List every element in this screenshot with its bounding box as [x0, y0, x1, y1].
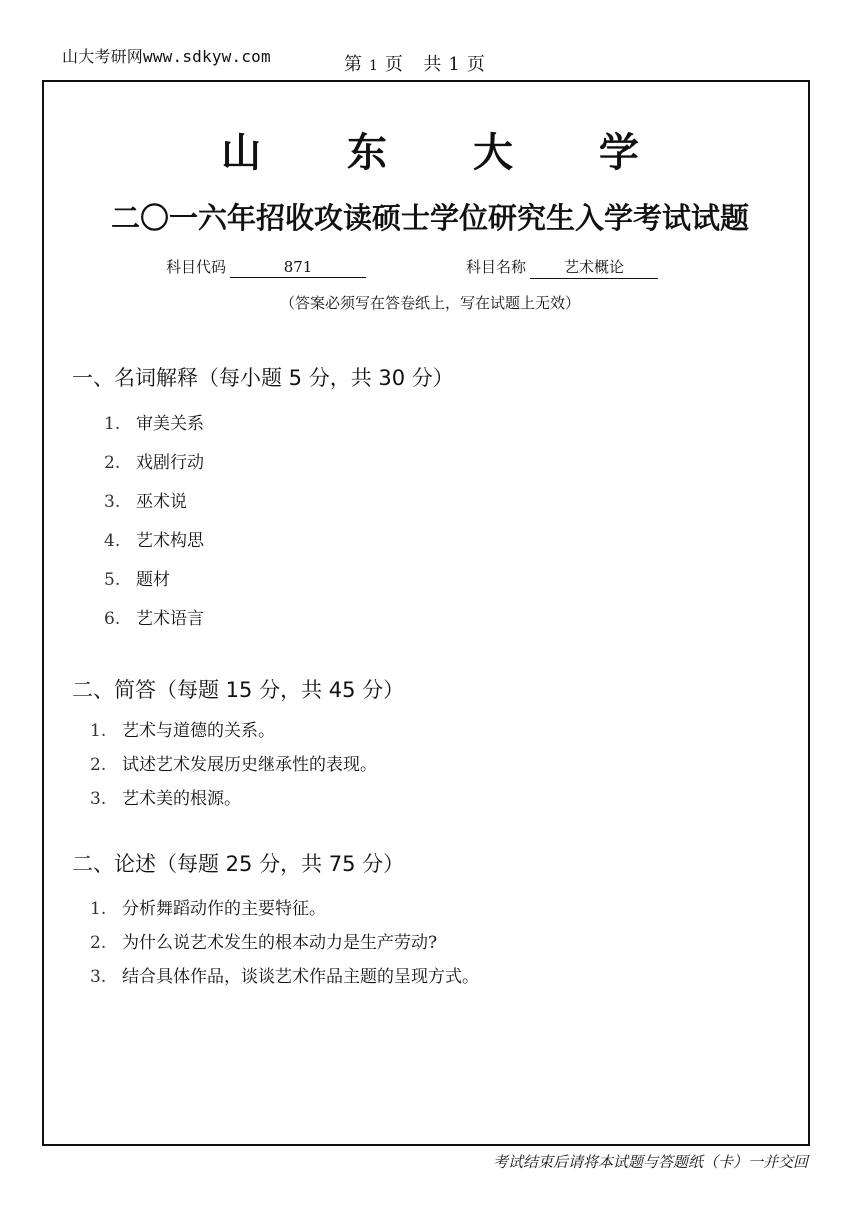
exam-title: 二〇一六年招收攻读硕士学位研究生入学考试试题	[110, 201, 749, 235]
list-item: 3. 巫术说	[104, 492, 187, 512]
list-item: 5. 题材	[104, 570, 170, 590]
university-title: 山 东 大 学	[221, 129, 675, 176]
subject-name-label: 科目名称	[466, 258, 527, 276]
section-heading-short-answer: 二、简答（每题 15 分，共 45 分）	[72, 678, 405, 702]
footer-instruction: 考试结束后请将本试题与答题纸（卡）一并交回	[492, 1153, 808, 1171]
subject-name-row	[466, 256, 658, 279]
list-item: 2. 戏剧行动	[104, 453, 204, 473]
page-unit: 页	[384, 54, 404, 75]
list-item: 2. 试述艺术发展历史继承性的表现。	[90, 755, 377, 775]
list-item: 6. 艺术语言	[104, 609, 204, 629]
answer-note: （答案必须写在答卷纸上，写在试题上无效）	[279, 294, 580, 312]
page-number: 1	[369, 58, 379, 74]
page-label: 第	[344, 54, 363, 75]
list-item: 3. 结合具体作品，谈谈艺术作品主题的呈现方式。	[90, 967, 479, 987]
short-answer-list	[90, 716, 377, 818]
site-watermark	[62, 44, 271, 67]
subject-code-label: 科目代码	[166, 258, 227, 276]
subject-name-value: 艺术概论	[530, 256, 658, 279]
subject-code-value: 871	[230, 258, 366, 278]
section-heading-definitions: 一、名词解释（每小题 5 分，共 30 分）	[72, 366, 454, 390]
page-indicator	[344, 50, 492, 76]
watermark-text: 山大考研网www.sdkyw.com	[62, 47, 271, 66]
list-item: 3. 艺术美的根源。	[90, 789, 241, 809]
list-item: 4. 艺术构思	[104, 531, 204, 551]
essay-list	[90, 894, 479, 996]
list-item: 1. 艺术与道德的关系。	[90, 721, 275, 741]
total-number: 1	[448, 54, 461, 75]
total-label: 共	[423, 54, 443, 75]
subject-code-row	[166, 256, 366, 278]
total-unit: 页	[466, 54, 486, 75]
list-item: 1. 审美关系	[104, 414, 204, 434]
list-item: 1. 分析舞蹈动作的主要特征。	[90, 899, 326, 919]
section-heading-essay: 二、论述（每题 25 分，共 75 分）	[72, 852, 405, 876]
list-item: 2. 为什么说艺术发生的根本动力是生产劳动?	[90, 933, 438, 953]
definitions-list	[104, 409, 204, 643]
